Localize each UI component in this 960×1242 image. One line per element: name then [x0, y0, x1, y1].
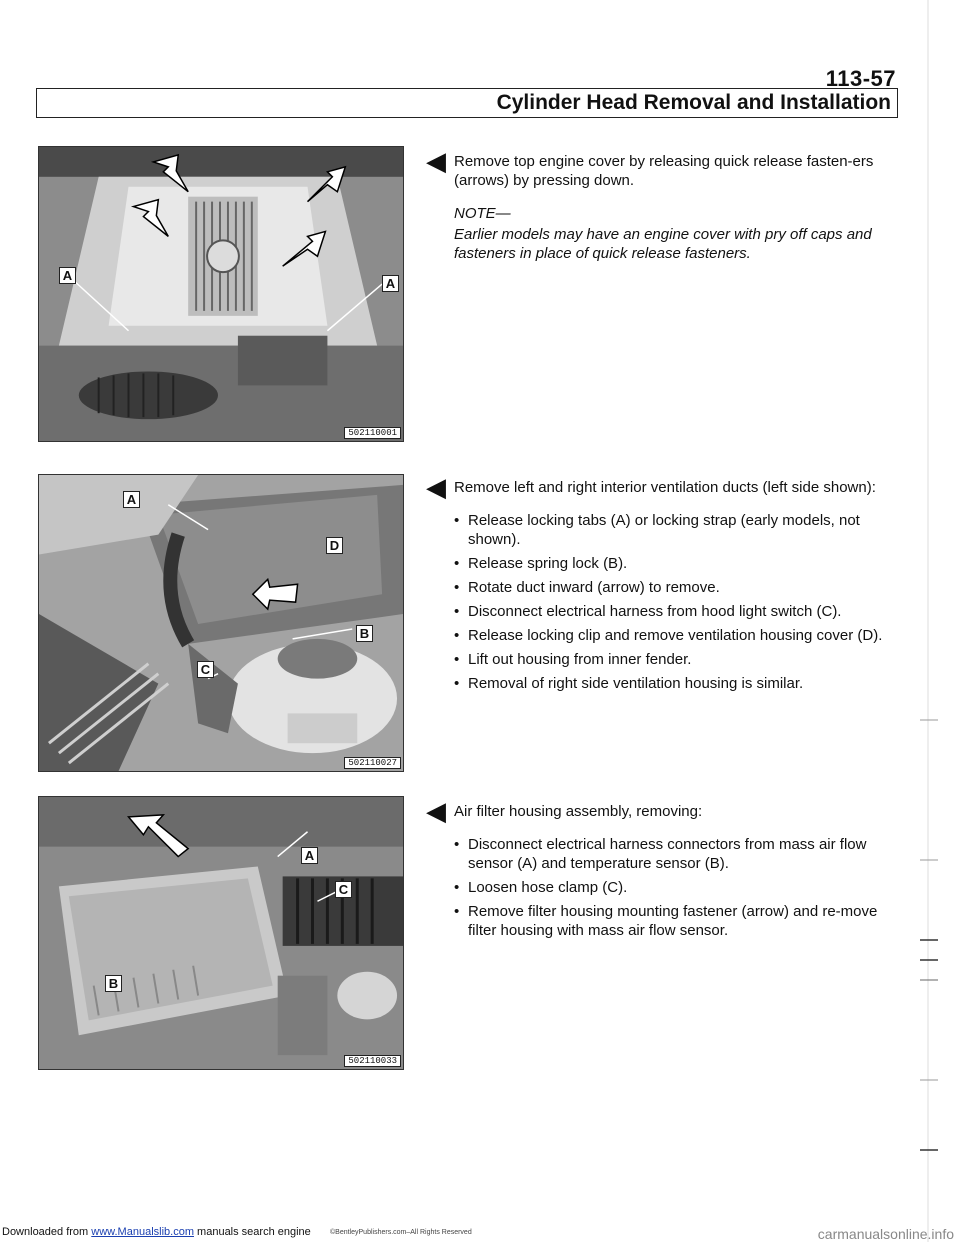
ventilation-duct-instructions: [426, 472, 888, 698]
callout-b: B: [356, 625, 373, 642]
callout-c: C: [335, 881, 352, 898]
instruction-lead: [426, 796, 888, 826]
manualslib-link[interactable]: www.Manualslib.com: [91, 1226, 194, 1238]
pointer-arrow-icon: ◀︎: [426, 796, 446, 826]
step-item: • Release spring lock (B).: [454, 554, 888, 573]
download-prefix: Downloaded from: [2, 1226, 89, 1238]
step-item: • Lift out housing from inner fender.: [454, 650, 888, 669]
figure-code: 502110001: [344, 427, 401, 439]
instruction-lead: [426, 472, 888, 502]
step-item: • Disconnect electrical harness connectors from mass air flow sensor (A) and temperature sensor (B).: [454, 835, 888, 873]
callout-a-right: A: [382, 275, 399, 292]
step-item: • Remove filter housing mounting fastener (arrow) and re-move filter housing with mass air flow sensor.: [454, 902, 888, 940]
page-number: 113-57: [825, 66, 896, 91]
air-filter-instructions: [426, 796, 888, 945]
step-item: • Removal of right side ventilation housing is similar.: [454, 674, 888, 693]
pointer-arrow-icon: ◀︎: [426, 472, 446, 502]
step-item: • Release locking tabs (A) or locking strap (early models, not shown).: [454, 511, 888, 549]
callout-c: C: [197, 661, 214, 678]
ventilation-duct-photo: [38, 474, 404, 772]
air-filter-housing-photo: [38, 796, 404, 1070]
callout-b: B: [105, 975, 122, 992]
instruction-steps: [428, 835, 888, 940]
callout-a: A: [301, 847, 318, 864]
callout-d: D: [326, 537, 343, 554]
figure-code: 502110027: [344, 757, 401, 769]
copyright-notice: ©BentleyPublishers.com–All Rights Reserved: [330, 1229, 472, 1236]
section-header-bar: [36, 88, 898, 118]
instruction-steps: [428, 511, 888, 693]
air-filter-housing-illustration: [39, 797, 403, 1069]
engine-cover-illustration: [39, 147, 403, 441]
instruction-lead: [426, 146, 888, 190]
step-item: • Loosen hose clamp (C).: [454, 878, 888, 897]
step-item: • Release locking clip and remove ventilation housing cover (D).: [454, 626, 888, 645]
step-item: • Disconnect electrical harness from hood light switch (C).: [454, 602, 888, 621]
instruction-text: Remove top engine cover by releasing quick release fasten-ers (arrows) by pressing down.: [454, 153, 874, 189]
note-text: Earlier models may have an engine cover with pry off caps and fasteners in place of quick release fasteners.: [454, 226, 872, 262]
instruction-text: Air filter housing assembly, removing:: [454, 803, 703, 820]
engine-cover-instructions: [426, 146, 888, 263]
ventilation-duct-illustration: [39, 475, 403, 771]
figure-code: 502110033: [344, 1055, 401, 1067]
watermark-text: carmanualsonline.info: [817, 1226, 954, 1242]
callout-a-left: A: [59, 267, 76, 284]
note-title: NOTE—: [454, 205, 511, 222]
pointer-arrow-icon: ◀︎: [426, 146, 446, 176]
instruction-text: Remove left and right interior ventilation ducts (left side shown):: [454, 479, 876, 496]
section-title: Cylinder Head Removal and Installation: [496, 91, 891, 114]
callout-a: A: [123, 491, 140, 508]
scan-margin-marks: [918, 0, 940, 1242]
engine-cover-photo: [38, 146, 404, 442]
step-item: • Rotate duct inward (arrow) to remove.: [454, 578, 888, 597]
download-suffix: manuals search engine: [197, 1226, 311, 1238]
download-credit: [2, 1226, 311, 1238]
